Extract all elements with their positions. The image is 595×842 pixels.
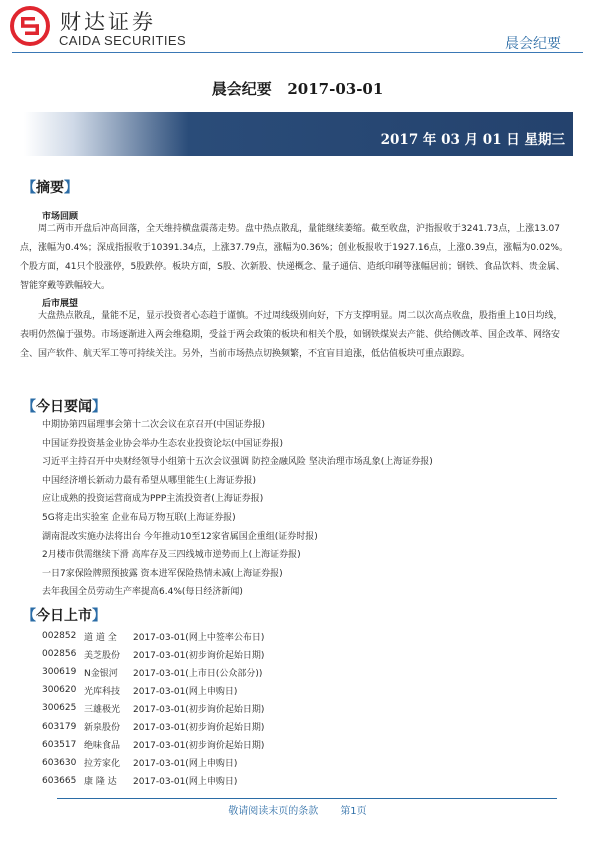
table-row — [42, 681, 264, 699]
date-text: 2017 年 03 月 01 日 星期三 — [380, 132, 565, 148]
report-tag: 晨会纪要 — [505, 36, 561, 52]
listing-info: 2017-03-01(网上申购日) — [133, 777, 238, 788]
stock-code: 603179 — [42, 721, 77, 732]
stock-name: 拉芳家化 — [84, 759, 121, 770]
listings-heading: 【今日上市】 — [22, 608, 106, 624]
company-name-cn: 财达证券 — [60, 10, 156, 34]
listings-table — [42, 627, 264, 790]
stock-name: 道 道 全 — [84, 632, 117, 643]
company-name-en: CAIDA SECURITIES — [59, 33, 187, 48]
stock-code: 002856 — [42, 649, 77, 660]
date-banner — [24, 112, 573, 156]
stock-code: 603517 — [42, 739, 77, 750]
stock-name: 康 隆 达 — [84, 777, 117, 788]
table-row — [42, 772, 264, 790]
stock-code: 603630 — [42, 757, 77, 768]
list-item: 应让成熟的投资运营商成为PPP主流投资者(上海证券报) — [42, 494, 264, 505]
list-item: 2月楼市供需继续下滑 高库存及三四线城市逆势而上(上海证券报) — [42, 550, 301, 561]
page-footer — [0, 802, 595, 817]
stock-code: 603665 — [42, 775, 77, 786]
listing-info: 2017-03-01(网上申购日) — [133, 686, 238, 697]
stock-code: 002852 — [42, 631, 77, 642]
market-review-label: 市场回顾 — [42, 212, 79, 222]
list-item: 中期协第四届理事会第十二次会议在京召开(中国证券报) — [42, 420, 266, 430]
list-item: 中国经济增长新动力最有希望从哪里能生(上海证券报) — [42, 475, 257, 486]
table-row — [42, 717, 264, 735]
listing-info: 2017-03-01(上市日(公众部分)) — [133, 668, 263, 679]
stock-name: 新泉股份 — [84, 723, 121, 734]
page-header — [0, 0, 595, 60]
stock-name: 美芝股份 — [84, 650, 121, 661]
table-row — [42, 663, 264, 681]
listing-info: 2017-03-01(初步询价起始日期) — [133, 704, 265, 715]
table-row — [42, 627, 264, 645]
listing-info: 2017-03-01(初步询价起始日期) — [133, 723, 265, 734]
list-item: 中国证券投资基金业协会举办生态农业投资论坛(中国证券报) — [42, 438, 284, 449]
stock-code: 300625 — [42, 703, 77, 714]
news-heading: 【今日要闻】 — [22, 399, 106, 415]
footer-disclaimer: 敬请阅读末页的条款 — [228, 806, 319, 817]
table-row — [42, 754, 264, 772]
list-item: 一日7家保险牌照预披露 资本进军保险热情未减(上海证券报) — [42, 568, 283, 579]
listing-info: 2017-03-01(初步询价起始日期) — [133, 650, 265, 661]
listing-info: 2017-03-01(初步询价起始日期) — [133, 741, 265, 752]
stock-name: 光库科技 — [84, 686, 121, 697]
list-item: 5G将走出实验室 企业布局万物互联(上海证券报) — [42, 512, 236, 523]
listing-info: 2017-03-01(网上申购日) — [133, 759, 238, 770]
table-row — [42, 736, 264, 754]
outlook-text: 大盘热点散乱，量能不足，显示投资者心态趋于谨慎。不过周线级别向好，下方支撑明显。周二以次高点收盘，股指重上10日均线，表明仍然偏于强势。市场逐渐进入两会维稳期，受益于两会政策的板块和相关个股，如钢铁煤炭去产能、供给侧改革、国企改革、网络安全、国产软件、航天军工等可持续关注。另外，当前市场热点切换频繁，不宜盲目追涨，低估值板块可重点跟踪。 — [20, 311, 563, 359]
stock-name: 三雄极光 — [84, 704, 121, 715]
list-item: 湖南混改实施办法将出台 今年推动10至12家省属国企重组(证券时报) — [42, 531, 318, 542]
table-row — [42, 645, 264, 663]
summary-heading: 【摘要】 — [22, 180, 78, 196]
page-number: 第1页 — [340, 806, 367, 817]
footer-divider — [57, 798, 557, 799]
market-review-text: 周二两市开盘后冲高回落，全天维持横盘震荡走势。盘中热点散乱，量能继续萎缩。截至收盘，沪指报收于3241.73点，上涨13.07点，涨幅为0.4%；深成指报收于10391.34点，上涨37.79点，涨幅为0.36%；创业板报收于1927.16点，上涨0.39点，涨幅为0.02%。个股方面，41只个股涨停，5股跌停。板块方面，S股、次新股、快递概念、量子通信、造纸印刷等涨幅居前；钢铁、食品饮料、贵金属、智能穿戴等跌幅较大。 — [20, 224, 569, 291]
caida-logo-icon — [10, 6, 50, 46]
list-item: 习近平主持召开中央财经领导小组第十五次会议强调 防控金融风险 坚决治理市场乱象(上海证券报) — [42, 457, 433, 468]
stock-name: 绝味食品 — [84, 741, 121, 752]
header-divider — [12, 52, 583, 53]
stock-code: 300619 — [42, 667, 77, 678]
news-list — [42, 416, 433, 602]
stock-name: N金银河 — [84, 668, 118, 679]
document-title: 晨会纪要 2017-03-01 — [211, 80, 384, 98]
list-item: 去年我国全员劳动生产率提高6.4%(每日经济新闻) — [42, 587, 243, 598]
stock-code: 300620 — [42, 685, 77, 696]
table-row — [42, 699, 264, 717]
listing-info: 2017-03-01(网上中签率公布日) — [133, 632, 265, 643]
outlook-label: 后市展望 — [42, 299, 79, 309]
